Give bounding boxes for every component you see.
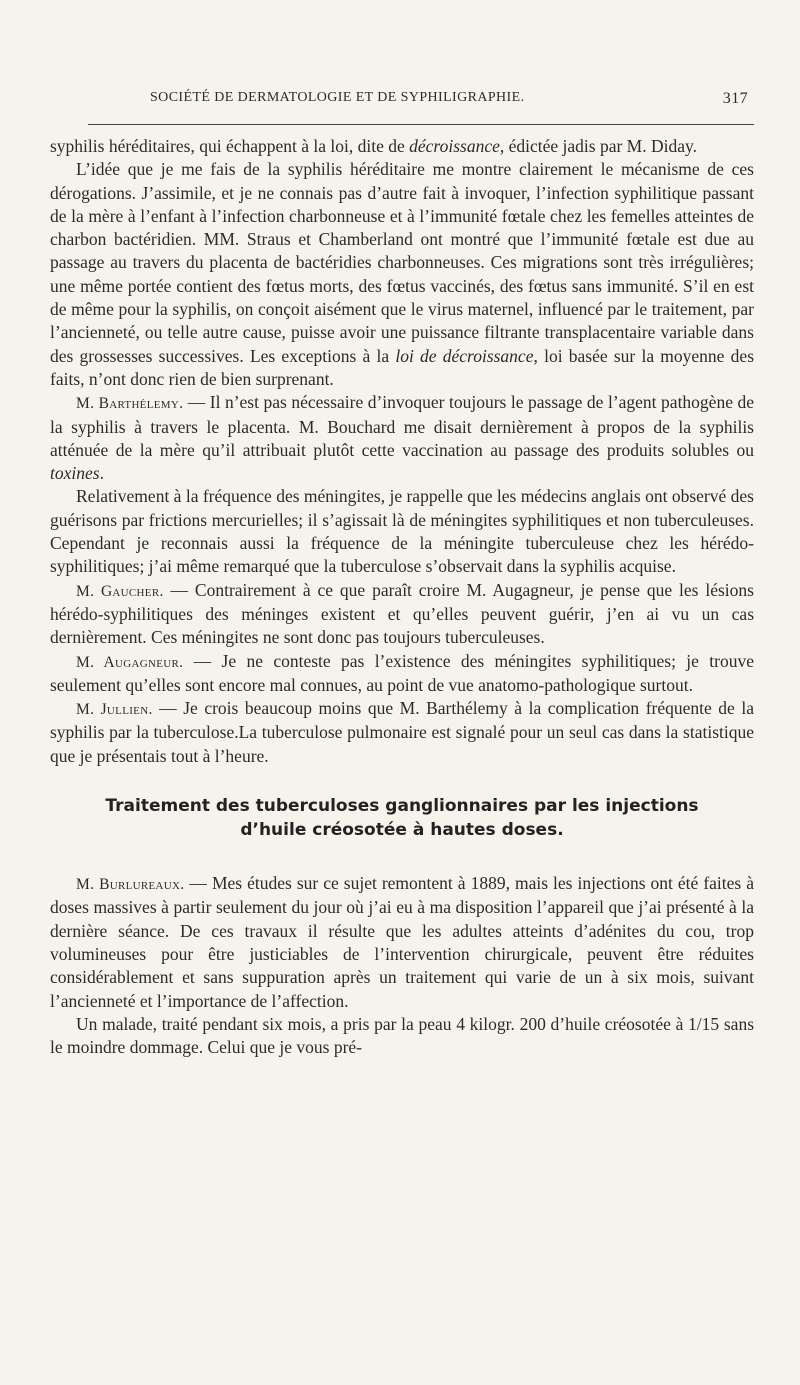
speaker-name: M. Jullien.	[76, 701, 153, 719]
paragraph-gaucher: M. Gaucher. — Contrairement à ce que paraît croire M. Augagneur, je pense que les lésions hérédo-syphilitiques des méninges existent et qu’elles peuvent guérir, j’en ai vu un cas dernièrement. Ces méningites ne sont donc pas toujours tuberculeuses.	[50, 579, 754, 648]
paragraph-continuation: syphilis héréditaires, qui échappent à la loi, dite de décroissance, édictée jadis par M. Diday.	[50, 136, 697, 156]
speaker-name: M. Gaucher.	[76, 582, 164, 600]
speaker-name: M. Burlureaux.	[76, 876, 185, 894]
speaker-name: M. Barthélemy.	[76, 395, 184, 413]
paragraph-burlureaux: M. Burlureaux. — Mes études sur ce sujet remontent à 1889, mais les injections ont été faites à doses massives à partir seulement du jour où j’ai eu à ma disposition l’appareil que j’ai présenté à la dernière séance. De ces travaux il résulte que les adultes atteints d’adénites du cou, trop volumineuses pour être justiciables de l’intervention chirurgicale, peuvent être réduites considérablement et sans suppuration après un traitement qui varie de un à six mois, suivant l’ancienneté et l’importance de l’affection.	[50, 873, 754, 1011]
paragraph-barthelemy: M. Barthélemy. — Il n’est pas nécessaire d’invoquer toujours le passage de l’agent pathogène de la syphilis à travers le placenta. M. Bouchard me disait dernièrement à propos de la syphilis atténuée de la mère qu’il attribuait plutôt cette vaccination au passage des produits solubles ou toxines.	[50, 392, 754, 484]
document-page	[50, 90, 754, 1059]
section-heading: Traitement des tuberculoses ganglionnaires par les injections d’huile créosotée à hautes doses.	[105, 796, 699, 841]
running-header	[50, 90, 754, 114]
paragraph-jullien: M. Jullien. — Je crois beaucoup moins que M. Barthélemy à la complication fréquente de la syphilis par la tuberculose.La tuberculose pulmonaire est signalé pour un seul cas dans la statistique que je présentais tout à l’heure.	[50, 698, 755, 766]
paragraph-meningitis: Relativement à la fréquence des méningites, je rappelle que les médecins anglais ont observé des guérisons par frictions mercurielles; il s’agissait là de méningites syphilitiques et non tuberculeuses. Cependant je reconnais aussi la fréquence de la méningite tuberculeuse chez les hérédo-syphilitiques; j’ai même remarqué que la tuberculose s’observait dans la syphilis acquise.	[50, 486, 754, 577]
header-title: SOCIÉTÉ DE DERMATOLOGIE ET DE SYPHILIGRAPHIE.	[150, 90, 525, 105]
page-number: 317	[722, 90, 748, 107]
paragraph-augagneur: M. Augagneur. — Je ne conteste pas l’existence des méningites syphilitiques; je trouve seulement qu’elles sont encore mal connues, au point de vue anatomo-pathologique surtout.	[50, 650, 754, 695]
header-rule	[88, 124, 754, 125]
speaker-name: M. Augagneur.	[76, 653, 184, 671]
body-text	[50, 135, 754, 1059]
paragraph-patient: Un malade, traité pendant six mois, a pris par la peau 4 kilogr. 200 d’huile créosotée à 1/15 sans le moindre dommage. Celui que je vous pré-	[50, 1013, 754, 1058]
paragraph-heredity: L’idée que je me fais de la syphilis héréditaire me montre clairement le mécanisme de ces dérogations. J’assimile, et je ne connais pas d’autre fait à invoquer, l’infection syphilitique passant de la mère à l’enfant à l’infection charbonneuse et à l’immunité fœtale chez les femelles atteintes de charbon bactéridien. MM. Straus et Chamberland ont montré que l’immunité fœtale est due au passage au travers du placenta de bactéridies charbonneuses. Ces migrations sont très irrégulières; une même portée contient des fœtus morts, des fœtus vaccinés, des fœtus sans immunité. S’il en est de même pour la syphilis, on conçoit aisément que le virus maternel, influencé par le traitement, par l’ancienneté, ou telle autre cause, puisse avoir une puissance filtrante transplacentaire variable dans des grossesses successives. Les exceptions à la loi de décroissance, loi basée sur la moyenne des faits, n’ont donc rien de bien surprenant.	[50, 159, 754, 389]
